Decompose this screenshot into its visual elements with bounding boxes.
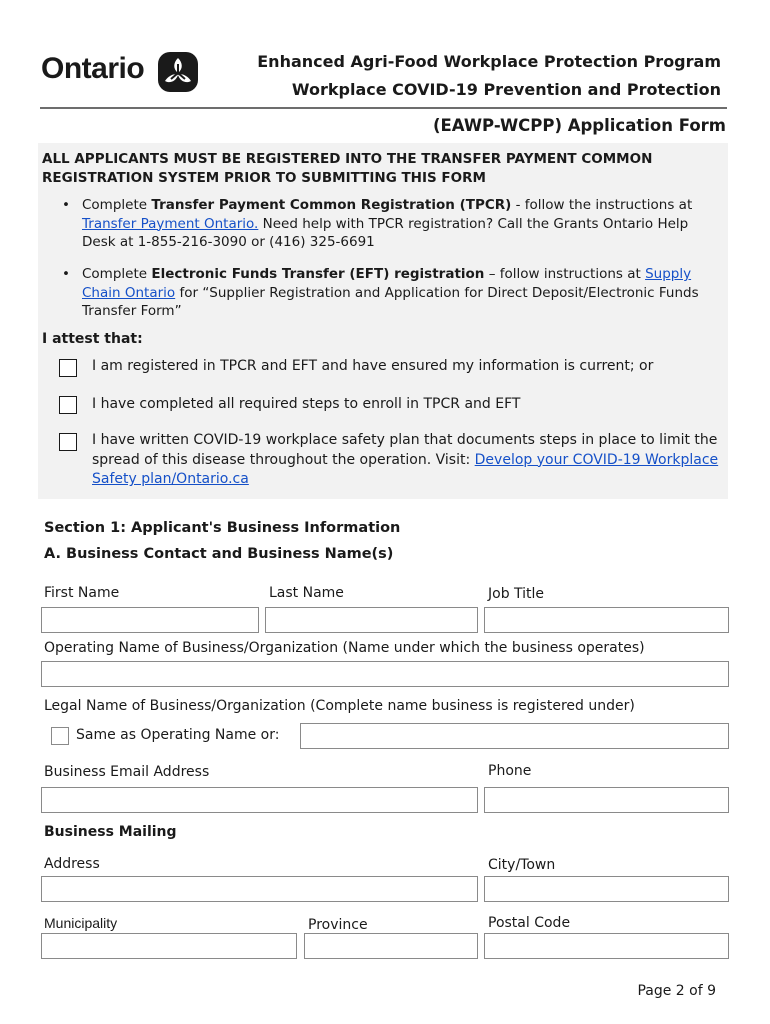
registration-notice-heading: ALL APPLICANTS MUST BE REGISTERED INTO THE TRANSFER PAYMENT COMMON REGISTRATION SYSTEM PRIOR TO SUBMITTING THIS FORM	[42, 151, 653, 186]
operating-name-field[interactable]	[41, 661, 729, 687]
legal-name-label: Legal Name of Business/Organization (Complete name business is registered under)	[44, 698, 635, 714]
attest-safety-plan-label: I have written COVID-19 workplace safety plan that documents steps in place to limit the spread of this disease throughout the operation. Visit: Develop your COVID-19 Workplace Safety plan/Ontario.ca	[92, 432, 719, 487]
same-as-operating-label: Same as Operating Name or:	[76, 727, 280, 743]
postal-code-label: Postal Code	[488, 915, 571, 931]
municipality-label: Municipality	[44, 915, 118, 931]
postal-code-field[interactable]	[484, 933, 729, 959]
section-1-subtitle: A. Business Contact and Business Name(s)	[44, 546, 394, 562]
attest-registered-label: I am registered in TPCR and EFT and have ensured my information is current; or	[92, 358, 654, 374]
bullet-icon: •	[62, 266, 70, 282]
job-title-field[interactable]	[484, 607, 729, 633]
last-name-label: Last Name	[269, 585, 344, 601]
attest-label: I attest that:	[42, 331, 143, 347]
phone-field[interactable]	[484, 787, 729, 813]
program-title: Enhanced Agri-Food Workplace Protection Program	[257, 52, 721, 71]
first-name-label: First Name	[44, 585, 120, 601]
legal-name-field[interactable]	[300, 723, 729, 749]
attest-enroll-checkbox[interactable]	[59, 396, 77, 414]
program-subtitle: Workplace COVID-19 Prevention and Protection	[291, 80, 721, 99]
first-name-field[interactable]	[41, 607, 259, 633]
business-email-label: Business Email Address	[44, 764, 210, 780]
operating-name-label: Operating Name of Business/Organization (Name under which the business operates)	[44, 640, 645, 656]
business-mailing-label: Business Mailing	[44, 824, 177, 840]
covid-safety-plan-link[interactable]: Develop your COVID-19 Workplace Safety plan/Ontario.ca	[92, 451, 719, 487]
section-1-title: Section 1: Applicant's Business Information	[44, 520, 401, 536]
province-field[interactable]	[304, 933, 478, 959]
job-title-label: Job Title	[488, 586, 545, 602]
municipality-field[interactable]	[41, 933, 297, 959]
form-title: (EAWP-WCPP) Application Form	[433, 116, 726, 135]
attest-safety-plan-checkbox[interactable]	[59, 433, 77, 451]
supply-chain-ontario-link[interactable]: Supply Chain Ontario	[82, 266, 692, 301]
page-number: Page 2 of 9	[637, 983, 716, 999]
trillium-logo-icon	[157, 51, 199, 93]
province-label: Province	[308, 917, 368, 933]
bullet-icon: •	[62, 197, 70, 213]
address-label: Address	[44, 856, 100, 872]
address-field[interactable]	[41, 876, 478, 902]
business-email-field[interactable]	[41, 787, 478, 813]
transfer-payment-ontario-link[interactable]: Transfer Payment Ontario.	[82, 215, 259, 232]
attest-registered-checkbox[interactable]	[59, 359, 77, 377]
header-divider	[40, 107, 727, 109]
city-label: City/Town	[488, 857, 556, 873]
ontario-logo-text: Ontario	[41, 52, 145, 85]
phone-label: Phone	[488, 763, 532, 779]
attest-enroll-label: I have completed all required steps to enroll in TPCR and EFT	[92, 396, 521, 412]
city-field[interactable]	[484, 876, 729, 902]
same-as-operating-checkbox[interactable]	[51, 727, 69, 745]
last-name-field[interactable]	[265, 607, 478, 633]
